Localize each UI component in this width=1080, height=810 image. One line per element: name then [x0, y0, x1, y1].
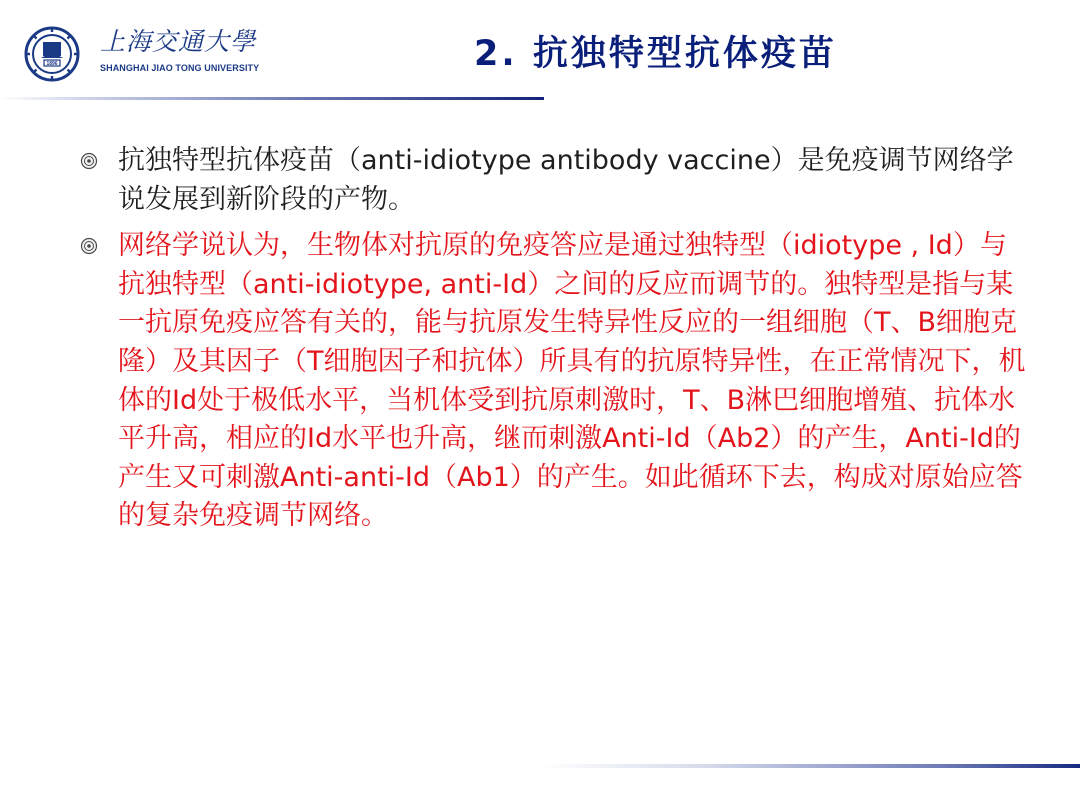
bullet-text: 抗独特型抗体疫苗（anti-idiotype antibody vaccine）是免疫调节网络学说发展到新阶段的产物。 [118, 145, 1014, 215]
bullet-item [80, 142, 1030, 219]
university-emblem-icon [24, 26, 80, 82]
title-divider [0, 97, 544, 100]
university-logo [24, 26, 260, 82]
page-title: 2. 抗独特型抗体疫苗 [474, 34, 837, 74]
footer-divider [540, 764, 1080, 768]
bullet-text: 网络学说认为，生物体对抗原的免疫答应是通过独特型（idiotype , Id）与抗独特型（anti-idiotype, anti-Id）之间的反应而调节的。独特型是指与某一抗原免疫应答有关的，能与抗原发生特异性反应的一组细胞（T、B细胞克隆）及其因子（T细胞因子和抗体）所具有的抗原特异性，在正常情况下，机体的Id处于极低水平，当机体受到抗原刺激时，T、B淋巴细胞增殖、抗体水平升高，相应的Id水平也升高，继而刺激Anti-Id（Ab2）的产生，Anti-Id的产生又可刺激Anti-anti-Id（Ab1）的产生。如此循环下去，构成对原始应答的复杂免疫调节网络。 [118, 230, 1026, 532]
circle-bullet-icon [80, 237, 98, 255]
emblem-year: 1896 [46, 61, 58, 67]
slide-header [0, 0, 1080, 105]
slide-content [80, 142, 1030, 544]
university-name-en: SHANGHAI JIAO TONG UNIVERSITY [100, 63, 260, 73]
circle-bullet-icon [80, 152, 98, 170]
bullet-item [80, 227, 1030, 536]
university-name-cn: 上海交通大學 [100, 27, 257, 56]
